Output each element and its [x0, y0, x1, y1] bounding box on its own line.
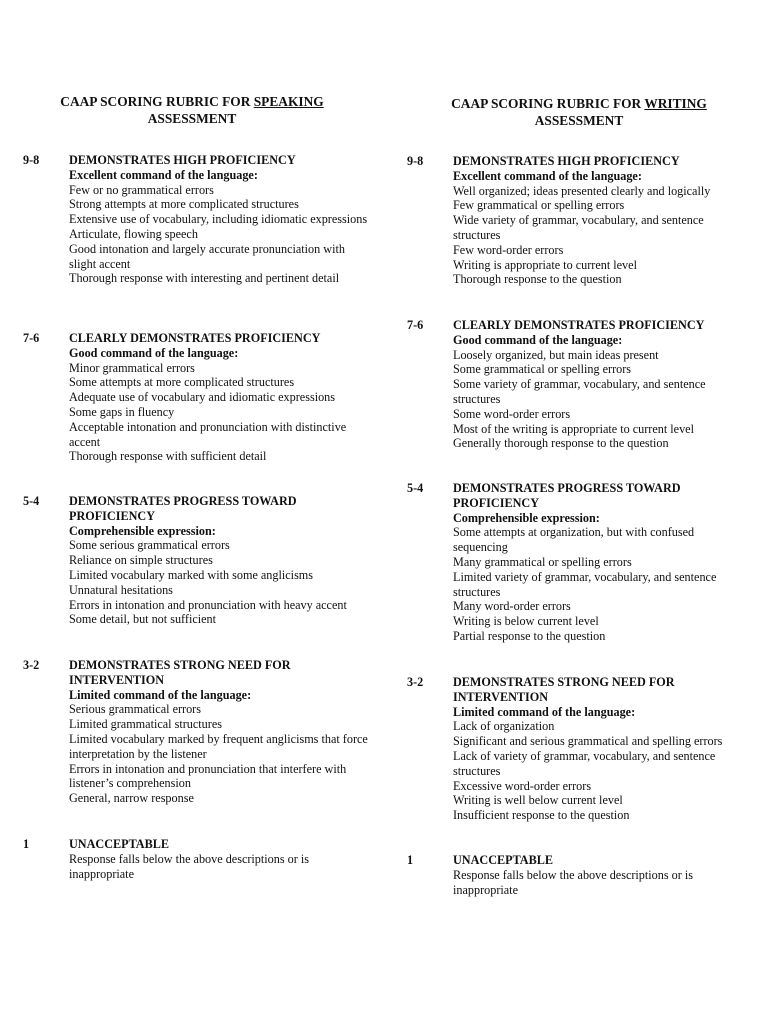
list-item: Some attempts at organization, but with confused sequencing: [453, 525, 695, 555]
list-item: Limited vocabulary marked with some anglicisms: [69, 567, 314, 582]
list-item: Thorough response with sufficient detail: [69, 449, 267, 464]
list-item: Wide variety of grammar, vocabulary, and sentence structures: [453, 213, 704, 242]
speaking-title-underlined: SPEAKING: [253, 94, 324, 109]
list-item: Generally thorough response to the question: [453, 436, 669, 451]
score-label: 7-6: [407, 318, 424, 332]
score-label: 5-4: [407, 481, 424, 495]
section-heading: DEMONSTRATES PROGRESS TOWARD PROFICIENCY: [453, 481, 681, 510]
speaking-title: [31, 93, 353, 127]
list-item: Most of the writing is appropriate to current level: [453, 421, 694, 436]
list-item: Errors in intonation and pronunciation that interfere with listener’s comprehension: [69, 761, 347, 791]
score-label: 9-8: [407, 154, 424, 168]
section-heading: DEMONSTRATES PROGRESS TOWARD PROFICIENCY: [69, 494, 297, 523]
section-subheading: Good command of the language:: [69, 345, 239, 360]
list-item: Few or no grammatical errors: [69, 182, 214, 197]
list-item: Writing is below current level: [453, 614, 599, 629]
score-label: 9-8: [23, 153, 40, 167]
list-item: Response falls below the above descriptions or is inappropriate: [453, 867, 693, 897]
list-item: Articulate, flowing speech: [69, 226, 198, 241]
score-label: 5-4: [23, 494, 40, 508]
list-item: Adequate use of vocabulary and idiomatic expressions: [69, 390, 336, 405]
score-label: 1: [407, 853, 414, 867]
section-subheading: Excellent command of the language:: [69, 167, 258, 182]
writing-title-suffix: ASSESSMENT: [534, 113, 624, 128]
section-subheading: Excellent command of the language:: [453, 168, 642, 183]
list-item: Well organized; ideas presented clearly and logically: [453, 183, 711, 198]
list-item: Minor grammatical errors: [69, 360, 195, 375]
list-item: Many grammatical or spelling errors: [453, 554, 632, 569]
list-item: Limited variety of grammar, vocabulary, and sentence structures: [453, 569, 717, 599]
list-item: Insufficient response to the question: [453, 808, 630, 823]
writing-title-underlined: WRITING: [644, 96, 707, 111]
section-subheading: Limited command of the language:: [69, 687, 252, 702]
list-item: General, narrow response: [69, 791, 194, 806]
list-item: Response falls below the above descriptions or is inappropriate: [69, 851, 309, 881]
list-item: Significant and serious grammatical and spelling errors: [453, 734, 723, 749]
list-item: Lack of organization: [453, 719, 555, 734]
list-item: Some grammatical or spelling errors: [453, 362, 632, 377]
section-heading: UNACCEPTABLE: [453, 853, 553, 867]
list-item: Good intonation and largely accurate pronunciation with slight accent: [69, 241, 345, 271]
section-heading: DEMONSTRATES STRONG NEED FOR INTERVENTION: [453, 675, 675, 704]
list-item: Thorough response with interesting and pertinent detail: [69, 271, 340, 286]
list-item: Few grammatical or spelling errors: [453, 198, 625, 213]
list-item: Extensive use of vocabulary, including idiomatic expressions: [69, 212, 368, 227]
section-heading: UNACCEPTABLE: [69, 837, 169, 851]
list-item: Limited grammatical structures: [69, 717, 222, 732]
list-item: Thorough response to the question: [453, 272, 622, 287]
list-item: Some detail, but not sufficient: [69, 612, 217, 627]
section-heading: DEMONSTRATES HIGH PROFICIENCY: [453, 154, 680, 168]
score-label: 7-6: [23, 331, 40, 345]
speaking-title-prefix: CAAP SCORING RUBRIC FOR: [60, 94, 254, 109]
list-item: Lack of variety of grammar, vocabulary, and sentence structures: [453, 748, 716, 778]
list-item: Many word-order errors: [453, 599, 571, 614]
list-item: Some gaps in fluency: [69, 404, 175, 419]
list-item: Reliance on simple structures: [69, 553, 213, 568]
section-heading: DEMONSTRATES STRONG NEED FOR INTERVENTION: [69, 658, 291, 687]
list-item: Some serious grammatical errors: [69, 538, 230, 553]
section-heading: DEMONSTRATES HIGH PROFICIENCY: [69, 153, 296, 167]
list-item: Partial response to the question: [453, 628, 606, 643]
list-item: Some attempts at more complicated structures: [69, 375, 295, 390]
list-item: Serious grammatical errors: [69, 702, 201, 717]
speaking-title-suffix: ASSESSMENT: [147, 111, 237, 126]
list-item: Acceptable intonation and pronunciation with distinctive accent: [69, 419, 347, 449]
list-item: Writing is appropriate to current level: [453, 257, 637, 272]
list-item: Excessive word-order errors: [453, 778, 592, 793]
score-label: 3-2: [407, 675, 424, 689]
list-item: Few word-order errors: [453, 242, 564, 257]
writing-title: [409, 95, 749, 129]
list-item: Some word-order errors: [453, 406, 571, 421]
list-item: Unnatural hesitations: [69, 582, 173, 597]
list-item: Some variety of grammar, vocabulary, and sentence structures: [453, 377, 706, 406]
list-item: Errors in intonation and pronunciation with heavy accent: [69, 597, 347, 612]
list-item: Writing is well below current level: [453, 793, 623, 808]
section-subheading: Limited command of the language:: [453, 704, 636, 719]
score-label: 1: [23, 837, 30, 851]
section-heading: CLEARLY DEMONSTRATES PROFICIENCY: [453, 318, 705, 332]
list-item: Strong attempts at more complicated structures: [69, 197, 299, 212]
list-item: Loosely organized, but main ideas present: [453, 347, 659, 362]
section-subheading: Comprehensible expression:: [453, 510, 600, 525]
score-label: 3-2: [23, 658, 40, 672]
section-subheading: Good command of the language:: [453, 332, 623, 347]
writing-title-prefix: CAAP SCORING RUBRIC FOR: [451, 96, 645, 111]
section-heading: CLEARLY DEMONSTRATES PROFICIENCY: [69, 331, 321, 345]
section-subheading: Comprehensible expression:: [69, 523, 216, 538]
list-item: Limited vocabulary marked by frequent anglicisms that force interpretation by the listener: [69, 731, 368, 761]
